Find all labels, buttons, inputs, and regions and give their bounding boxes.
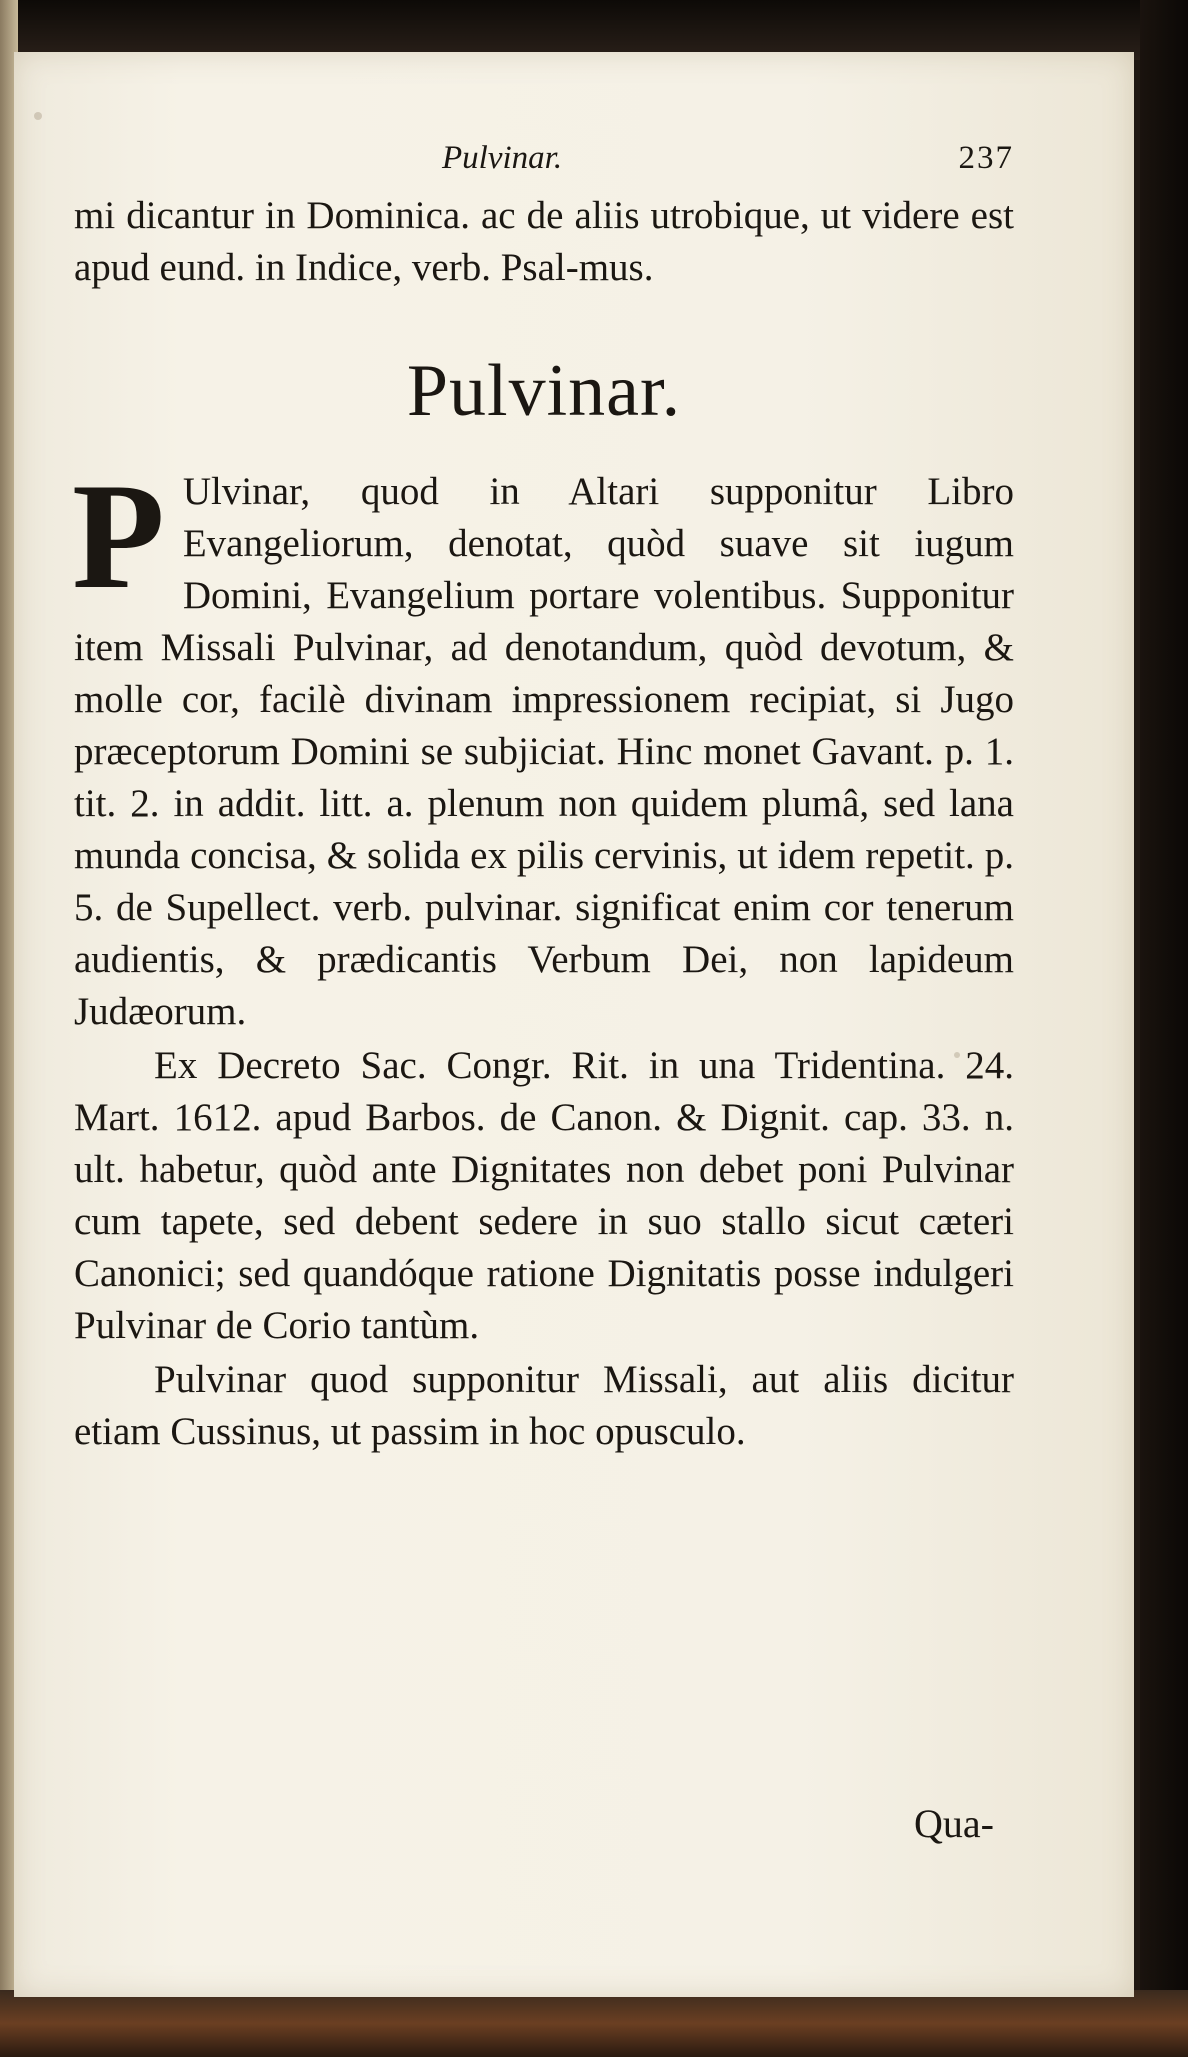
text-block: [74, 140, 1014, 1458]
catchword: Qua-: [914, 1801, 994, 1846]
book-page: [14, 52, 1134, 1997]
scan-border-top: [0, 0, 1188, 60]
scan-border-bottom: [0, 1990, 1188, 2057]
body-paragraph-3: Pulvinar quod supponitur Missali, aut aliis dicitur etiam Cussinus, ut passim in hoc opusculo.: [74, 1358, 1014, 1453]
page-number: 237: [958, 140, 1014, 176]
paragraph-1-text: Ulvinar, quod in Altari supponitur Libro Evangeliorum, denotat, quòd suave sit iugum Domini, Evangelium portare volentibus. Supponitur item Missali Pulvinar, ad denotandum, quòd devotum, & molle cor, facilè divinam impressionem recipiat, si Jugo præceptorum Domini se subjiciat. Hinc monet Gavant. p. 1. tit. 2. in addit. litt. a. plenum non quidem plumâ, sed lana munda concisa, & solida ex pilis cervinis, ut idem repetit. p. 5. de Supellect. verb. pulvinar. significat enim cor tenerum audientis, & prædicantis Verbum Dei, non lapideum Judæorum.: [74, 470, 1014, 1033]
continuation-paragraph: mi dicantur in Dominica. ac de aliis utrobique, ut videre est apud eund. in Indice, verb. Psal-mus.: [74, 194, 1014, 289]
body-paragraph-1: [72, 452, 1014, 1038]
running-head: [74, 140, 1014, 190]
body-paragraph-2: Ex Decreto Sac. Congr. Rit. in una Tridentina. 24. Mart. 1612. apud Barbos. de Canon. & Dignit. cap. 33. n. ult. habetur, quòd ante Dignitates non debet poni Pulvinar cum tapete, sed debent sedere in suo stallo sicut cæteri Canonici; sed quandóque ratione Dignitatis posse indulgeri Pulvinar de Corio tantùm.: [74, 1044, 1014, 1347]
running-head-title: Pulvinar.: [442, 140, 563, 176]
section-title: Pulvinar.: [406, 350, 682, 432]
scan-border-right: [1140, 0, 1188, 2057]
paper-spot: [34, 112, 42, 120]
dropcap: P: [72, 452, 165, 620]
